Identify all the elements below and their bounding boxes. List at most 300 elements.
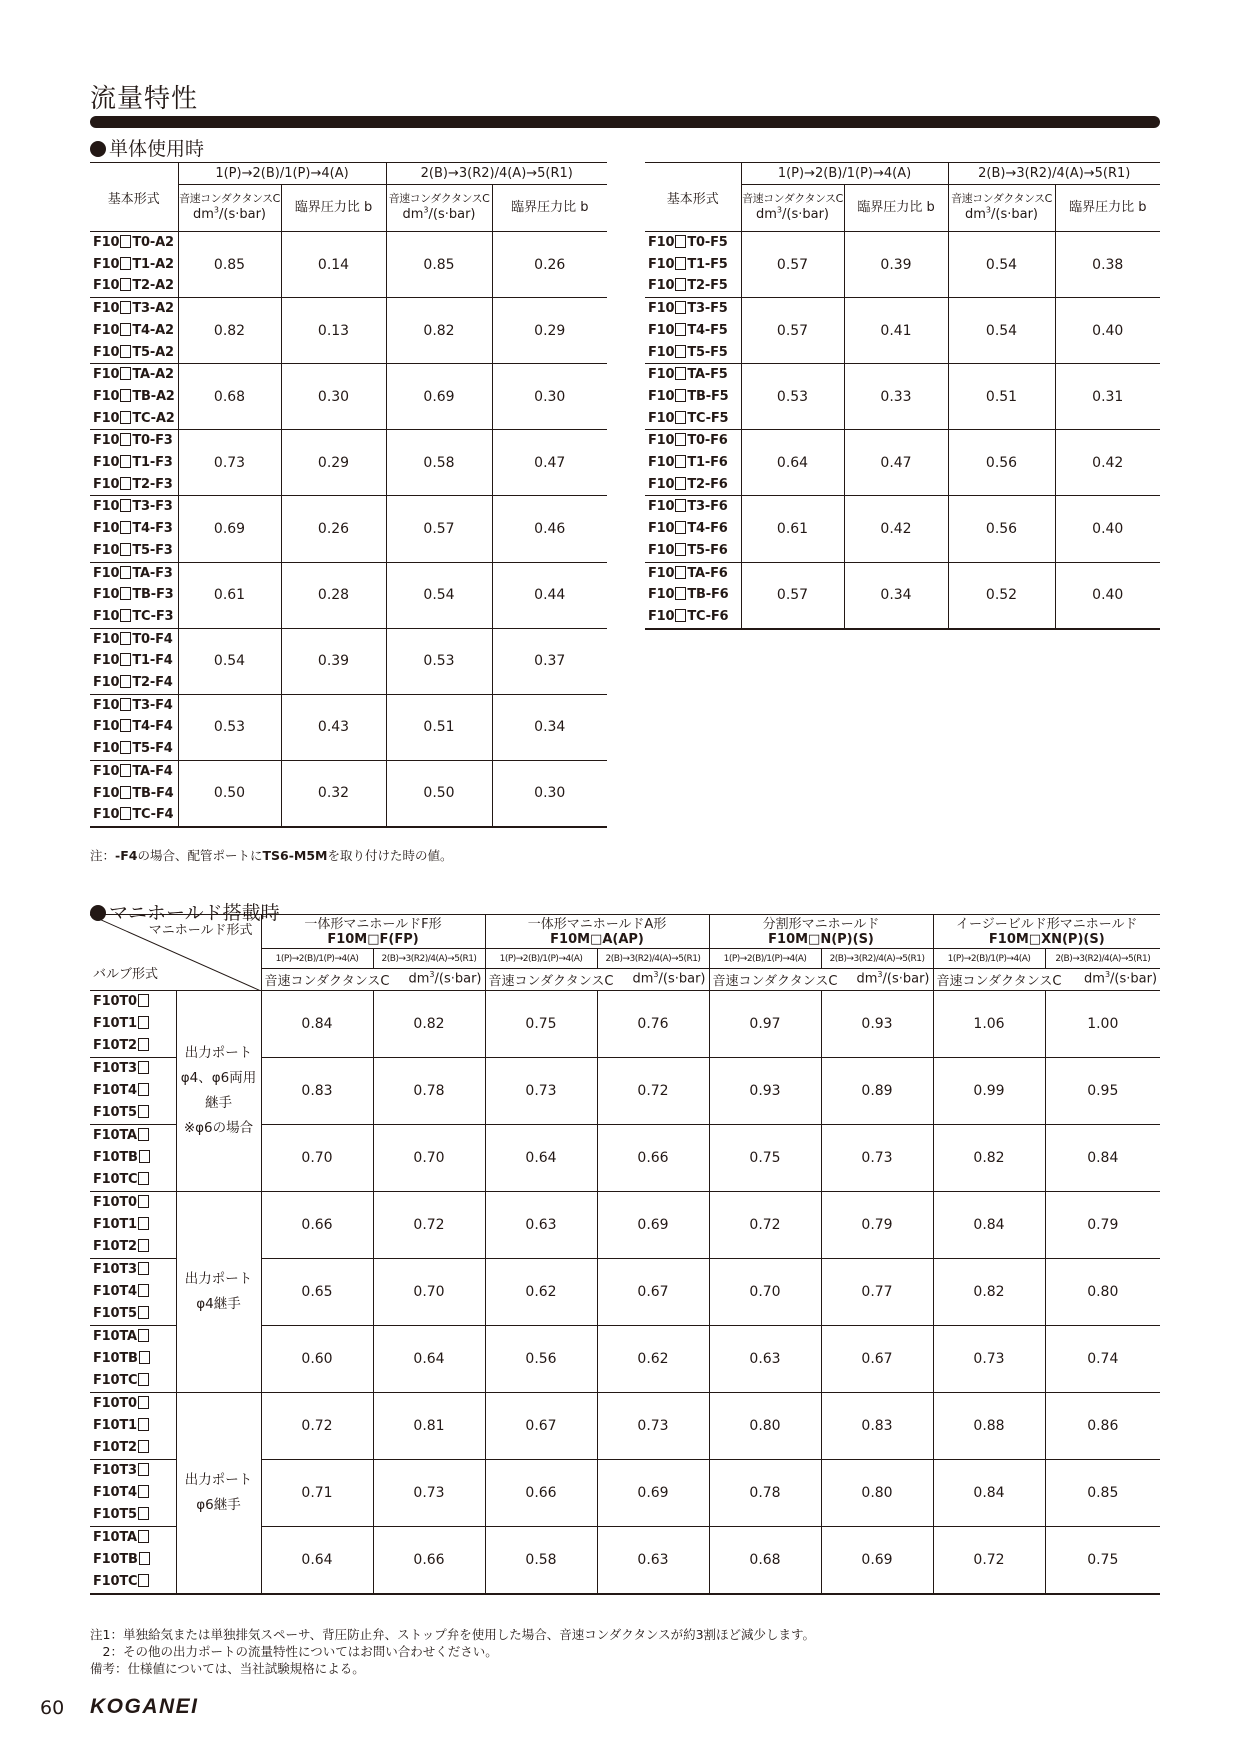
model-code: F10 T3-F4 (93, 697, 173, 713)
value-cell: 0.58 (485, 1527, 597, 1595)
value-cell: 0.73 (597, 1393, 709, 1460)
value-cell: 0.64 (485, 1125, 597, 1192)
model-code: F10TA (93, 1326, 176, 1348)
value-cell: 0.66 (261, 1192, 373, 1259)
value-cell: 0.76 (597, 991, 709, 1058)
placeholder-box-icon (675, 389, 686, 402)
model-code: F10T2 (93, 1236, 176, 1258)
placeholder-box-icon (120, 278, 131, 291)
value-cell: 0.73 (485, 1058, 597, 1125)
table-row (90, 496, 607, 562)
value-cell: 0.75 (485, 991, 597, 1058)
value-cell: 0.33 (844, 364, 948, 430)
placeholder-box-icon (120, 698, 131, 711)
value-cell: 0.57 (386, 496, 492, 562)
model-cell (90, 496, 178, 562)
model-code: F10T4 (93, 1482, 176, 1504)
placeholder-box-icon (675, 521, 686, 534)
placeholder-box-icon (138, 1284, 149, 1297)
critical-pressure-header: 臨界圧力比 b (492, 185, 607, 232)
placeholder-box-icon (675, 587, 686, 600)
value-cell: 0.62 (597, 1326, 709, 1393)
placeholder-box-icon (120, 499, 131, 512)
value-cell: 0.29 (492, 298, 607, 364)
model-code: F10 TA-F4 (93, 763, 173, 779)
value-cell: 0.73 (373, 1460, 485, 1527)
model-code: F10 T2-F6 (648, 476, 728, 492)
manifold-table (90, 914, 1160, 1595)
value-cell: 0.83 (261, 1058, 373, 1125)
model-code: F10TC (93, 1169, 176, 1191)
table-row (90, 991, 1160, 1058)
flow1-header: 1(P)→2(B)/1(P)→4(A) (933, 949, 1045, 969)
table-row (90, 760, 607, 827)
value-cell: 0.47 (844, 430, 948, 496)
placeholder-box-icon (138, 1463, 149, 1476)
model-code: F10 T0-F5 (648, 235, 728, 250)
placeholder-box-icon (675, 367, 686, 380)
value-cell: 0.84 (933, 1460, 1045, 1527)
output-port-line: 継手 (205, 1095, 232, 1111)
value-cell: 0.83 (821, 1393, 933, 1460)
placeholder-box-icon (138, 1329, 149, 1342)
value-cell: 0.66 (485, 1460, 597, 1527)
output-port-line: 出力ポート (184, 1045, 253, 1061)
model-code: F10T4 (93, 1281, 176, 1303)
model-code: F10 TC-F3 (93, 608, 174, 624)
value-cell: 0.66 (597, 1125, 709, 1192)
placeholder-box-icon (120, 301, 131, 314)
model-code: F10 T5-F4 (93, 741, 173, 757)
sonic-unit-header: 音速コンダクタンスC $dm^3/(s\cdot bar)$ (485, 969, 709, 991)
table-row (90, 364, 607, 430)
value-cell: 0.71 (261, 1460, 373, 1527)
page-title: 流量特性 (90, 84, 199, 114)
value-cell: 0.84 (1045, 1125, 1160, 1192)
placeholder-box-icon (138, 1306, 149, 1319)
placeholder-box-icon (138, 1530, 149, 1543)
model-cell (90, 1460, 176, 1527)
output-port-line: ※φ6の場合 (183, 1120, 254, 1136)
placeholder-box-icon (138, 994, 149, 1007)
model-code: F10 TC-F5 (648, 410, 729, 426)
value-cell: 0.73 (178, 430, 281, 496)
value-cell: 0.30 (492, 364, 607, 430)
model-code: F10 T1-A2 (93, 256, 174, 272)
placeholder-box-icon (120, 741, 131, 754)
model-cell (645, 562, 741, 629)
value-cell: 0.46 (492, 496, 607, 562)
placeholder-box-icon (120, 632, 131, 645)
placeholder-box-icon (120, 764, 131, 777)
table-row (645, 496, 1160, 562)
model-code: F10T2 (93, 1437, 176, 1459)
placeholder-box-icon (675, 323, 686, 336)
sonic-conductance-header: 音速コンダクタンスC $dm^3/(s\cdot bar)$ (741, 185, 844, 232)
placeholder-box-icon (138, 1396, 149, 1409)
placeholder-box-icon (120, 587, 131, 600)
placeholder-box-icon (138, 1105, 149, 1118)
value-cell: 1.06 (933, 991, 1045, 1058)
value-cell: 0.67 (485, 1393, 597, 1460)
model-cell (90, 1259, 176, 1326)
value-cell: 0.99 (933, 1058, 1045, 1125)
value-cell: 0.54 (386, 562, 492, 628)
value-cell: 0.68 (178, 364, 281, 430)
placeholder-box-icon (120, 411, 131, 424)
placeholder-box-icon (120, 389, 131, 402)
value-cell: 0.26 (281, 496, 386, 562)
value-cell: 0.40 (1092, 587, 1124, 604)
value-cell: 0.79 (1045, 1192, 1160, 1259)
manifold-group-a: 一体形マニホールドA形 F10M□A(AP) (485, 915, 709, 949)
table-row (645, 562, 1160, 629)
single-use-heading-text: 単体使用時 (109, 138, 205, 160)
value-cell: 0.70 (709, 1259, 821, 1326)
model-code: F10 TB-F5 (648, 388, 729, 404)
model-cell (90, 1326, 176, 1393)
placeholder-box-icon (138, 1061, 149, 1074)
table-row (90, 1393, 1160, 1460)
model-code: F10 T3-A2 (93, 301, 174, 317)
model-cell (90, 1393, 176, 1460)
model-code: F10 TC-A2 (93, 410, 175, 426)
model-code: F10 T5-F6 (648, 542, 728, 558)
model-code: F10 TA-A2 (93, 367, 174, 383)
model-code: F10 TB-F6 (648, 587, 729, 603)
value-cell: 0.72 (597, 1058, 709, 1125)
value-cell: 0.70 (373, 1125, 485, 1192)
table-row (90, 694, 607, 760)
manifold-group-n: 分割形マニホールド F10M□N(P)(S) (709, 915, 933, 949)
model-code: F10 T1-F4 (93, 653, 173, 669)
value-cell: 1.00 (1045, 991, 1160, 1058)
model-cell (90, 1058, 176, 1125)
model-code: F10T5 (93, 1303, 176, 1325)
value-cell: 0.56 (948, 430, 1055, 496)
value-cell: 0.72 (933, 1527, 1045, 1595)
valve-type-label: バルブ形式 (93, 967, 159, 982)
value-cell: 0.70 (261, 1125, 373, 1192)
value-cell: 0.40 (1055, 298, 1160, 364)
corner-header (90, 915, 261, 991)
sonic-unit-header: 音速コンダクタンスC $dm^3/(s\cdot bar)$ (709, 969, 933, 991)
value-cell: 0.88 (933, 1393, 1045, 1460)
model-code: F10TC (93, 1571, 176, 1593)
placeholder-box-icon (120, 719, 131, 732)
model-cell (90, 364, 178, 430)
value-cell: 0.43 (281, 694, 386, 760)
value-cell: 0.57 (741, 298, 844, 364)
placeholder-box-icon (120, 653, 131, 666)
placeholder-box-icon (120, 786, 131, 799)
placeholder-box-icon (139, 1351, 150, 1364)
value-cell: 0.77 (821, 1259, 933, 1326)
model-code: F10T2 (93, 1035, 176, 1057)
manifold-notes (90, 1626, 815, 1677)
placeholder-box-icon (675, 433, 686, 446)
col-model-header: 基本形式 (90, 163, 178, 232)
model-cell (90, 1125, 176, 1192)
value-cell: 0.78 (709, 1460, 821, 1527)
value-cell: 0.39 (281, 628, 386, 694)
value-cell: 0.80 (1045, 1259, 1160, 1326)
placeholder-box-icon (120, 323, 131, 336)
sonic-conductance-header: 音速コンダクタンスC $dm^3/(s\cdot bar)$ (386, 185, 492, 232)
model-code: F10 T1-F6 (648, 455, 728, 471)
placeholder-box-icon (120, 543, 131, 556)
title-divider (90, 116, 1160, 128)
value-cell: 0.69 (386, 364, 492, 430)
value-cell: 0.67 (821, 1326, 933, 1393)
placeholder-box-icon (120, 609, 131, 622)
value-cell: 0.93 (821, 991, 933, 1058)
model-code: F10T1 (93, 1013, 176, 1035)
model-code: F10 T4-F3 (93, 521, 173, 537)
sonic-conductance-header: 音速コンダクタンスC $dm^3/(s\cdot bar)$ (178, 185, 281, 232)
value-cell: 0.39 (844, 232, 948, 298)
model-code: F10T5 (93, 1504, 176, 1526)
manifold-heading-text: マニホールド搭載時 (109, 902, 280, 924)
value-cell: 0.82 (373, 991, 485, 1058)
placeholder-box-icon (138, 1440, 149, 1453)
value-cell: 0.69 (178, 496, 281, 562)
model-code: F10TC (93, 1370, 176, 1392)
model-cell (90, 694, 178, 760)
placeholder-box-icon (120, 477, 131, 490)
table-row (645, 232, 1160, 298)
value-cell: 0.89 (821, 1058, 933, 1125)
model-code: F10T3 (93, 1460, 176, 1482)
bullet-icon (90, 141, 106, 157)
page-number: 60 (40, 1697, 65, 1719)
group2-header: 2(B)→3(R2)/4(A)→5(R1) (948, 163, 1160, 185)
flow1-header: 1(P)→2(B)/1(P)→4(A) (261, 949, 373, 969)
value-cell: 0.44 (492, 562, 607, 628)
placeholder-box-icon (120, 235, 131, 248)
output-port-cell (176, 1393, 261, 1595)
table-row (645, 364, 1160, 430)
model-code: F10 TC-F6 (648, 608, 729, 624)
value-cell: 0.86 (1045, 1393, 1160, 1460)
placeholder-box-icon (675, 499, 686, 512)
value-cell: 0.13 (281, 298, 386, 364)
model-code: F10T0 (93, 991, 176, 1013)
placeholder-box-icon (120, 367, 131, 380)
output-port-line: φ4、φ6両用 (180, 1070, 257, 1086)
value-cell: 0.62 (485, 1259, 597, 1326)
placeholder-box-icon (120, 345, 131, 358)
model-code: F10 T0-F4 (93, 631, 173, 647)
value-cell: 0.72 (373, 1192, 485, 1259)
table-row (90, 430, 607, 496)
value-cell: 0.47 (492, 430, 607, 496)
table-row (90, 1192, 1160, 1259)
model-code: F10 T2-F3 (93, 476, 173, 492)
value-cell: 0.14 (281, 232, 386, 298)
placeholder-box-icon (120, 675, 131, 688)
value-cell: 0.85 (1045, 1460, 1160, 1527)
value-cell: 0.63 (709, 1326, 821, 1393)
value-cell: 0.72 (261, 1393, 373, 1460)
output-port-line: φ4継手 (196, 1296, 241, 1312)
value-cell: 0.73 (821, 1125, 933, 1192)
value-cell: 0.51 (386, 694, 492, 760)
model-cell (90, 628, 178, 694)
value-cell: 0.41 (844, 298, 948, 364)
single-use-heading (90, 134, 204, 161)
placeholder-box-icon (138, 1373, 149, 1386)
model-cell (90, 232, 178, 298)
output-port-cell (176, 991, 261, 1192)
value-cell: 0.85 (178, 232, 281, 298)
placeholder-box-icon (120, 521, 131, 534)
model-cell (645, 364, 741, 430)
sonic-conductance-header: 音速コンダクタンスC $dm^3/(s\cdot bar)$ (948, 185, 1055, 232)
value-cell: 0.38 (1055, 232, 1160, 298)
placeholder-box-icon (138, 1172, 149, 1185)
placeholder-box-icon (120, 455, 131, 468)
value-cell: 0.78 (373, 1058, 485, 1125)
value-cell: 0.30 (281, 364, 386, 430)
value-cell: 0.82 (386, 298, 492, 364)
model-cell (645, 496, 741, 562)
table-row (645, 430, 1160, 496)
value-cell: 0.75 (709, 1125, 821, 1192)
model-cell (645, 232, 741, 298)
value-cell: 0.64 (741, 430, 844, 496)
model-code: F10 TB-A2 (93, 388, 175, 404)
value-cell: 0.29 (281, 430, 386, 496)
model-code: F10T3 (93, 1259, 176, 1281)
placeholder-box-icon (675, 235, 686, 248)
placeholder-box-icon (120, 566, 131, 579)
model-code: F10TB (93, 1147, 176, 1169)
model-code: F10 T3-F6 (648, 499, 728, 515)
single-use-table-left (90, 162, 607, 828)
manifold-group-xn: イージービルド形マニホールド F10M□XN(P)(S) (933, 915, 1160, 949)
flow2-header: 2(B)→3(R2)/4(A)→5(R1) (1045, 949, 1160, 969)
value-cell: 0.57 (741, 562, 844, 629)
col-model-header: 基本形式 (645, 163, 741, 232)
value-cell: 0.56 (948, 496, 1055, 562)
value-cell: 0.61 (178, 562, 281, 628)
value-cell: 0.69 (597, 1192, 709, 1259)
value-cell: 0.74 (1045, 1326, 1160, 1393)
model-cell (90, 1192, 176, 1259)
table-row (645, 298, 1160, 364)
value-cell: 0.80 (709, 1393, 821, 1460)
manifold-remark: 備考：仕様値については、当社試験規格による。 (90, 1661, 365, 1676)
critical-pressure-header: 臨界圧力比 b (844, 185, 948, 232)
output-port-line: φ6継手 (196, 1497, 241, 1513)
value-cell: 0.97 (709, 991, 821, 1058)
value-cell: 0.85 (386, 232, 492, 298)
value-cell: 0.82 (933, 1259, 1045, 1326)
model-cell (90, 562, 178, 628)
value-cell: 0.54 (948, 232, 1055, 298)
placeholder-box-icon (675, 257, 686, 270)
value-cell: 0.58 (386, 430, 492, 496)
model-code: F10 T2-F4 (93, 675, 173, 691)
placeholder-box-icon (120, 807, 131, 820)
value-cell: 0.26 (492, 232, 607, 298)
model-code: F10 T0-F6 (648, 433, 728, 449)
model-code: F10 TC-F4 (93, 807, 174, 823)
model-cell (90, 760, 178, 827)
group1-header: 1(P)→2(B)/1(P)→4(A) (741, 163, 948, 185)
value-cell: 0.34 (492, 694, 607, 760)
value-cell: 0.81 (373, 1393, 485, 1460)
flow2-header: 2(B)→3(R2)/4(A)→5(R1) (373, 949, 485, 969)
manifold-note-1: 注1：単独給気または単独排気スペーサ、背圧防止弁、ストップ弁を使用した場合、音速コンダクタンスが約3割ほど減少します。 (90, 1627, 816, 1642)
model-code: F10T0 (93, 1393, 176, 1415)
value-cell: 0.34 (844, 562, 948, 629)
placeholder-box-icon (138, 1038, 149, 1051)
output-port-line: 出力ポート (184, 1271, 253, 1287)
model-code: F10 T2-F5 (648, 278, 728, 294)
manifold-group-f: 一体形マニホールドF形 F10M□F(FP) (261, 915, 485, 949)
table-row (90, 562, 607, 628)
value-cell: 0.82 (178, 298, 281, 364)
placeholder-box-icon (675, 345, 686, 358)
model-code: F10T4 (93, 1080, 176, 1102)
value-cell: 0.84 (261, 991, 373, 1058)
value-cell: 0.54 (948, 298, 1055, 364)
value-cell: 0.63 (485, 1192, 597, 1259)
placeholder-box-icon (138, 1195, 149, 1208)
sonic-unit-header: 音速コンダクタンスC $dm^3/(s\cdot bar)$ (933, 969, 1160, 991)
model-code: F10 T3-F3 (93, 499, 173, 515)
table-row (90, 232, 607, 298)
model-code: F10 T4-F4 (93, 719, 173, 735)
group2-header: 2(B)→3(R2)/4(A)→5(R1) (386, 163, 607, 185)
placeholder-box-icon (675, 566, 686, 579)
placeholder-box-icon (675, 455, 686, 468)
output-port-line: 出力ポート (184, 1472, 253, 1488)
flow2-header: 2(B)→3(R2)/4(A)→5(R1) (597, 949, 709, 969)
model-code: F10T1 (93, 1214, 176, 1236)
flow2-header: 2(B)→3(R2)/4(A)→5(R1) (821, 949, 933, 969)
placeholder-box-icon (139, 1552, 150, 1565)
value-cell: 0.61 (741, 496, 844, 562)
model-cell (90, 991, 176, 1058)
table-row (90, 628, 607, 694)
value-cell: 0.68 (709, 1527, 821, 1595)
value-cell: 0.42 (1055, 430, 1160, 496)
value-cell: 0.54 (178, 628, 281, 694)
sonic-unit-header: 音速コンダクタンスC $dm^3/(s\cdot bar)$ (261, 969, 485, 991)
placeholder-box-icon (675, 278, 686, 291)
placeholder-box-icon (138, 1262, 149, 1275)
value-cell: 0.50 (178, 760, 281, 827)
model-code: F10 T0-A2 (93, 235, 174, 250)
value-cell: 0.60 (261, 1326, 373, 1393)
value-cell: 0.28 (281, 562, 386, 628)
value-cell: 0.50 (386, 760, 492, 827)
placeholder-box-icon (138, 1239, 149, 1252)
model-code: F10 T4-F5 (648, 322, 728, 338)
model-code: F10 TA-F6 (648, 565, 728, 581)
model-code: F10 TB-F4 (93, 785, 174, 801)
model-code: F10 T5-F5 (648, 344, 728, 360)
model-code: F10TB (93, 1549, 176, 1571)
flow1-header: 1(P)→2(B)/1(P)→4(A) (709, 949, 821, 969)
value-cell: 0.73 (933, 1326, 1045, 1393)
placeholder-box-icon (138, 1217, 149, 1230)
model-code: F10 T3-F5 (648, 301, 728, 317)
value-cell: 0.82 (933, 1125, 1045, 1192)
